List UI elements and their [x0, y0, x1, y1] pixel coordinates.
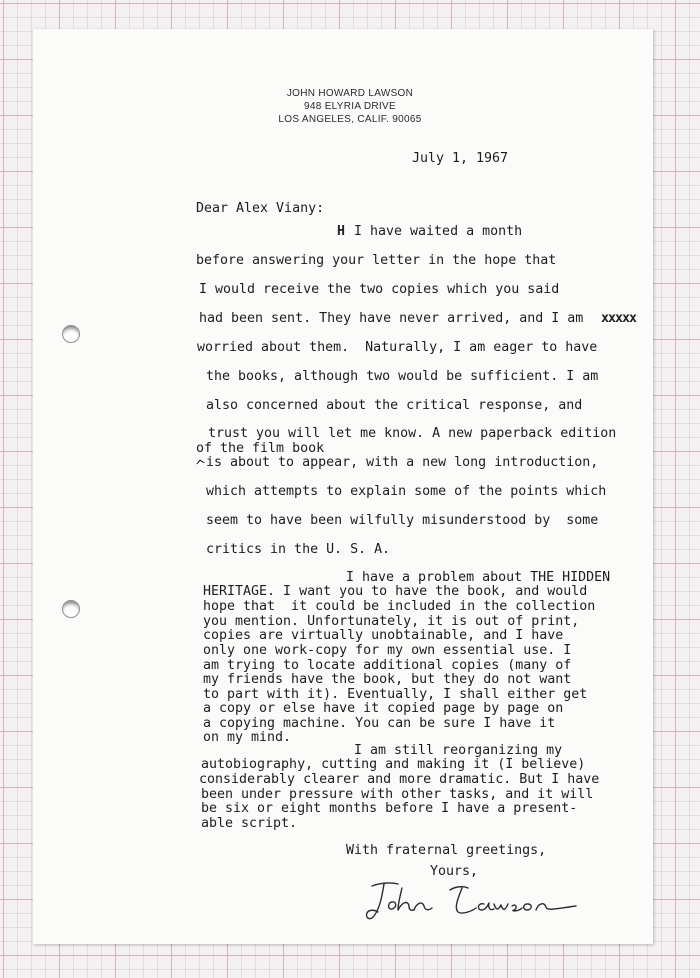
- letter-line: copies are virtually unobtainable, and I have: [203, 628, 564, 643]
- letter-line: on my mind.: [203, 730, 292, 745]
- letter-line: before answering your letter in the hope that: [196, 253, 557, 268]
- letter-line: seem to have been wilfully misunderstood by some: [206, 513, 599, 528]
- letter-line: critics in the U. S. A.: [206, 542, 391, 557]
- letter-line: which attempts to explain some of the points which: [206, 484, 607, 499]
- sign-off: Yours,: [430, 864, 479, 879]
- letter-line: had been sent. They have never arrived, and I am: [199, 311, 584, 326]
- letter-date: July 1, 1967: [412, 151, 509, 166]
- letterhead-name: JOHN HOWARD LAWSON: [286, 88, 414, 99]
- salutation: Dear Alex Viany:: [196, 201, 325, 216]
- letter-line: autobiography, cutting and making it (I believe): [201, 757, 586, 772]
- letter-line: is about to appear, with a new long introduction,: [206, 455, 599, 470]
- struck-character: H: [337, 224, 345, 239]
- letter-line: my friends have the book, but they do not want: [203, 672, 572, 687]
- letterhead-street: 948 ELYRIA DRIVE: [304, 101, 396, 112]
- letter-line: trust you will let me know. A new paperback edition: [208, 426, 617, 441]
- letter-line: the books, although two would be sufficient. I am: [206, 369, 599, 384]
- letter-line: I have waited a month: [354, 224, 523, 239]
- letter-line: able script.: [201, 816, 298, 831]
- letterhead-city: LOS ANGELES, CALIF. 90065: [278, 114, 422, 125]
- letter-line: be six or eight months before I have a present-: [201, 801, 578, 816]
- letter-line: HERITAGE. I want you to have the book, and would: [203, 584, 588, 599]
- letter-line: I am still reorganizing my: [354, 743, 563, 758]
- letter-line: a copying machine. You can be sure I have it: [203, 716, 556, 731]
- letter-line: you mention. Unfortunately, it is out of print,: [203, 614, 580, 629]
- letter-line: I would receive the two copies which you said: [199, 282, 560, 297]
- letter-line: been under pressure with other tasks, and it will: [201, 787, 594, 802]
- letter-line: to part with it). Eventually, I shall either get: [203, 687, 588, 702]
- letter-line: a copy or else have it copied page by page on: [203, 701, 564, 716]
- insertion-caret: ^: [193, 457, 208, 475]
- punch-hole-bottom: [62, 600, 80, 618]
- letter-line: worried about them. Naturally, I am eager to have: [197, 340, 598, 355]
- closing: With fraternal greetings,: [346, 843, 547, 858]
- handwritten-signature: [362, 878, 592, 928]
- letter-line: I have a problem about THE HIDDEN: [346, 570, 611, 585]
- struck-text: xxxxx: [601, 311, 637, 326]
- inserted-text: of the film book: [196, 441, 325, 456]
- letter-line: am trying to locate additional copies (many of: [203, 658, 572, 673]
- punch-hole-top: [62, 325, 80, 343]
- letter-line: hope that it could be included in the collection: [203, 599, 596, 614]
- letter-line: considerably clearer and more dramatic. But I have: [199, 772, 600, 787]
- letter-line: only one work-copy for my own essential use. I: [203, 643, 572, 658]
- letter-line: also concerned about the critical response, and: [206, 398, 583, 413]
